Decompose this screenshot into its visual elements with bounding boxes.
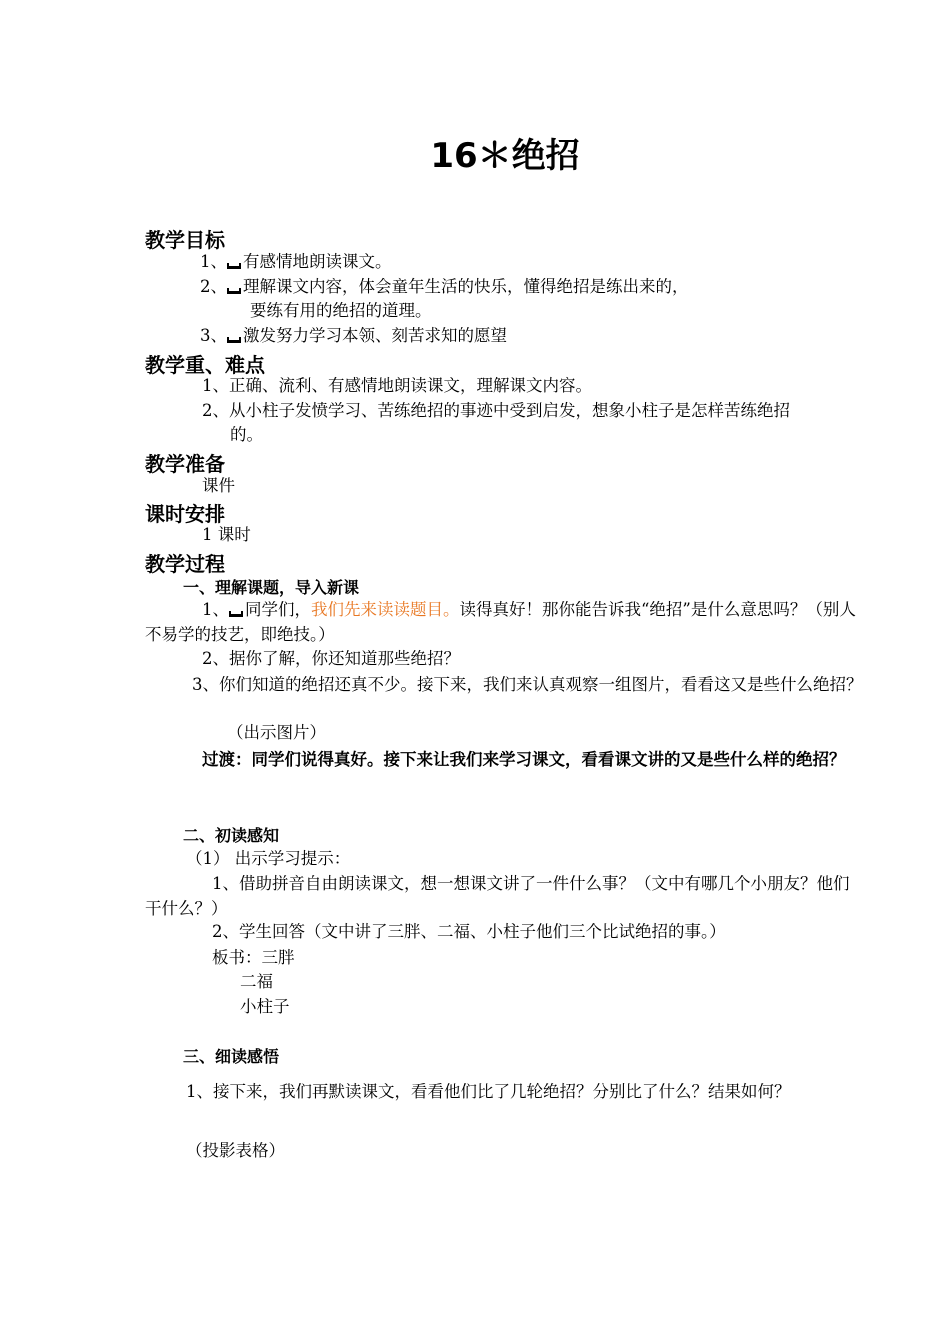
- highlighted-text: 我们先来读读题目。: [311, 600, 460, 619]
- bullet-mark-icon: [227, 288, 241, 294]
- board-writing-1: 板书：三胖: [212, 948, 295, 967]
- section-2-prompt: （1） 出示学习提示：: [186, 849, 351, 868]
- section-2-heading: 二、初读感知: [183, 826, 280, 845]
- objective-3: [200, 324, 507, 348]
- section-1-p1-number: 1、: [202, 600, 229, 619]
- objective-1-number: 1、: [200, 252, 227, 271]
- objective-3-text: 激发努力学习本领、刻苦求知的愿望: [243, 326, 507, 345]
- board-writing-2: 二福: [240, 972, 273, 991]
- page-title: 16＊绝招: [430, 136, 580, 176]
- keypoint-1: 1、正确、流利、有感情地朗读课文，理解课文内容。: [202, 376, 592, 395]
- section-1-p1-lead: 同学们，: [245, 600, 311, 619]
- bullet-mark-icon: [229, 611, 243, 617]
- section-1-note: （出示图片）: [227, 723, 326, 742]
- section-1-paragraph-1: [145, 597, 865, 647]
- objective-2-number: 2、: [200, 277, 227, 296]
- board-writing-3: 小柱子: [240, 997, 290, 1016]
- preparation-text: 课件: [202, 476, 235, 495]
- process-heading: 教学过程: [145, 552, 225, 576]
- objective-2: [200, 275, 689, 299]
- keypoint-2: 2、从小柱子发愤学习、苦练绝招的事迹中受到启发，想象小柱子是怎样苦练绝招: [202, 401, 790, 420]
- section-1-paragraph-2: 2、据你了解，你还知道那些绝招？: [202, 649, 460, 668]
- section-1-heading: 一、理解课题，导入新课: [183, 578, 360, 597]
- bullet-mark-icon: [227, 337, 241, 343]
- objective-3-number: 3、: [200, 326, 227, 345]
- section-2-paragraph-1: 1、借助拼音自由朗读课文，想一想课文讲了一件什么事？（文中有哪几个小朋友？他们干什么？）: [145, 874, 850, 918]
- bullet-mark-icon: [227, 263, 241, 269]
- section-2-paragraph-2: 2、学生回答（文中讲了三胖、二福、小柱子他们三个比试绝招的事。）: [212, 922, 726, 941]
- section-3-note: （投影表格）: [186, 1141, 285, 1160]
- keypoints-heading: 教学重、难点: [145, 353, 265, 377]
- preparation-heading: 教学准备: [145, 452, 225, 476]
- objectives-heading: 教学目标: [145, 228, 225, 252]
- section-3-paragraph-1: 1、接下来，我们再默读课文，看看他们比了几轮绝招？分别比了什么？结果如何？: [186, 1082, 791, 1101]
- objective-2-continued: 要练有用的绝招的道理。: [250, 301, 432, 320]
- transition-text: 过渡：同学们说得真好。接下来让我们来学习课文，看看课文讲的又是些什么样的绝招？: [202, 750, 846, 769]
- schedule-heading: 课时安排: [145, 502, 225, 526]
- objective-1: [200, 250, 392, 274]
- schedule-text: 1 课时: [202, 525, 251, 544]
- section-1-p1-rest: 读得真好！那你能告诉我“绝招”是什么意思吗？（别人不易学的技艺，即绝技。）: [145, 600, 856, 644]
- objective-2-text: 理解课文内容，体会童年生活的快乐，懂得绝招是练出来的，: [243, 277, 689, 296]
- section-3-heading: 三、细读感悟: [183, 1047, 280, 1066]
- objective-1-text: 有感情地朗读课文。: [243, 252, 392, 271]
- section-1-paragraph-3: 3、你们知道的绝招还真不少。接下来，我们来认真观察一组图片，看看这又是些什么绝招？: [192, 675, 863, 694]
- keypoint-2-continued: 的。: [230, 425, 263, 444]
